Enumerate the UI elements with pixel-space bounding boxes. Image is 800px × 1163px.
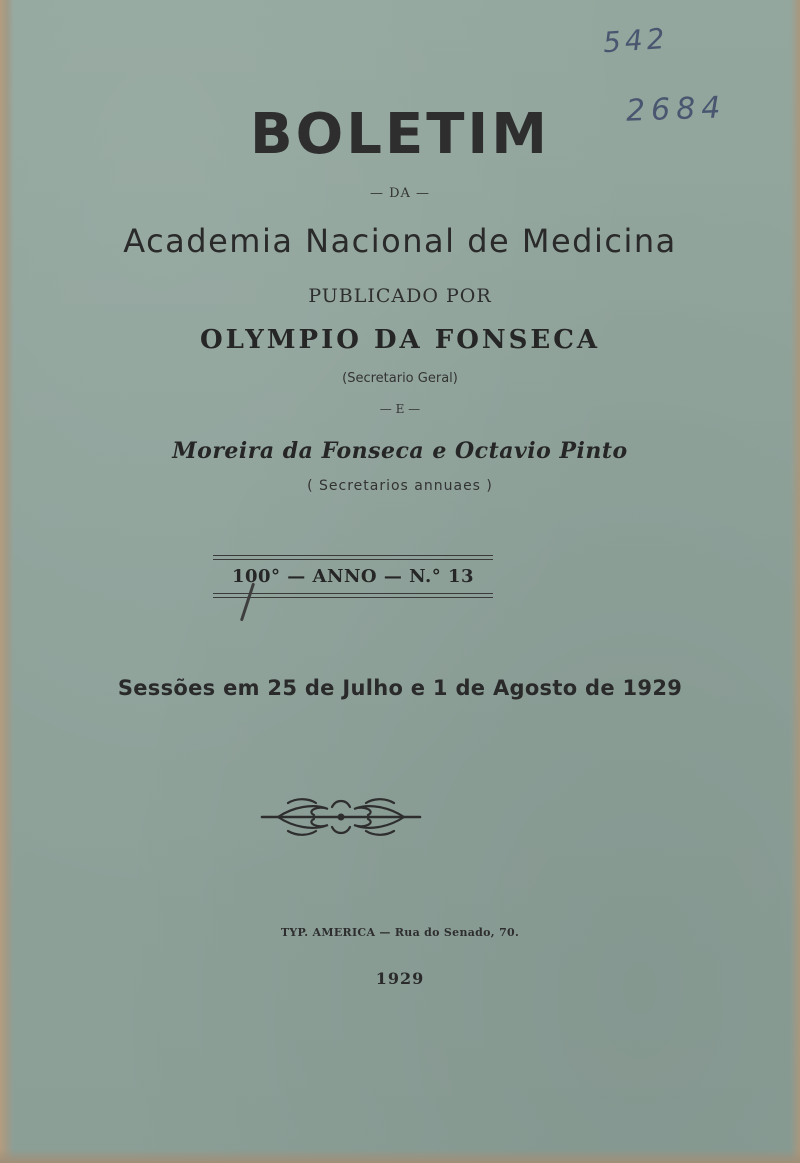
printer-line: TYP. AMERICA — Rua do Senado, 70. (280, 926, 520, 939)
published-by: PUBLICADO POR (308, 285, 492, 307)
issue-rule-bottom (213, 597, 493, 598)
secretaries-role: ( Secretarios annuaes ) (307, 478, 493, 494)
secretaries-names: Moreira da Fonseca e Octavio Pinto (172, 438, 628, 464)
handwritten-note-top: 542 (601, 21, 670, 60)
editor-name: OLYMPIO DA FONSECA (199, 325, 601, 355)
issue-rule-bottom-inner (213, 593, 493, 594)
issue-box (213, 555, 493, 599)
issue-number: 100° — ANNO — N.° 13 (231, 566, 475, 587)
da-separator: — DA — (369, 186, 431, 201)
issue-rule-top-inner (213, 559, 493, 560)
paper-edge-left (0, 0, 14, 1163)
editor-role: (Secretario Geral) (342, 371, 458, 386)
issue-rule-top (213, 555, 493, 556)
handwritten-note-second: 2684 (625, 90, 727, 129)
paper-edge-right (790, 0, 800, 1163)
paper-edge-bottom (0, 1149, 800, 1163)
publication-year: 1929 (375, 969, 425, 988)
and-separator: — E — (379, 402, 421, 416)
sessions-dates: Sessões em 25 de Julho e 1 de Agosto de 1929 (117, 676, 683, 700)
academy-name: Academia Nacional de Medicina (123, 222, 677, 260)
cover-title: BOLETIM (250, 102, 550, 167)
ornament-icon (258, 793, 424, 841)
